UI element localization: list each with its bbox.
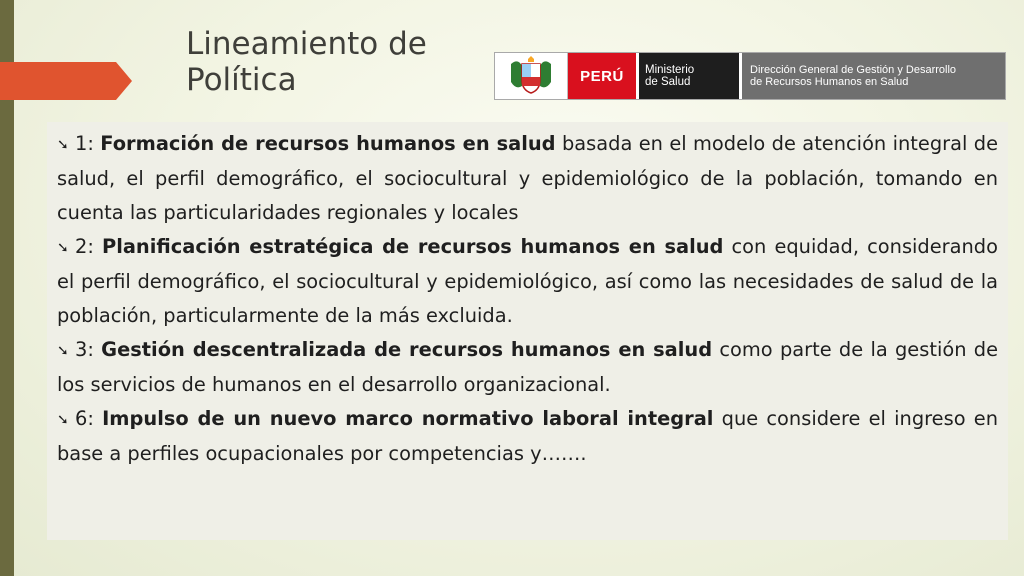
policy-item-3 <box>57 333 998 402</box>
policy-item-text: como parte de la gestión de los servicios de humanos en el desarrollo organizacional. <box>57 338 999 396</box>
policy-item-heading: Planificación estratégica de recursos humanos en salud <box>101 235 724 258</box>
slide-title-line1: Lineamiento de <box>186 26 427 62</box>
policy-item-2 <box>57 230 998 333</box>
policy-item-number: 6: <box>75 407 94 430</box>
policy-item-1 <box>57 127 998 230</box>
policy-content-box <box>47 122 1008 540</box>
institution-logo-banner <box>494 52 1006 100</box>
arrow-down-right-icon: ➘ <box>57 343 69 359</box>
arrow-down-right-icon: ➘ <box>57 412 69 428</box>
arrow-down-right-icon: ➘ <box>57 137 69 153</box>
policy-item-4 <box>57 402 998 471</box>
policy-item-number: 3: <box>75 338 94 361</box>
title-accent-arrow <box>0 62 132 100</box>
policy-item-text: que considere el ingreso en base a perfiles ocupacionales por competencias y……. <box>57 407 999 465</box>
policy-item-heading: Formación de recursos humanos en salud <box>100 132 556 155</box>
policy-item-number: 2: <box>75 235 94 258</box>
policy-item-number: 1: <box>75 132 94 155</box>
logo-country-label: PERÚ <box>568 53 639 99</box>
slide-title-line2: Política <box>186 62 297 98</box>
slide-title <box>186 26 427 98</box>
policy-item-text: con equidad, considerando el perfil demográfico, el sociocultural y epidemiológico, así como las necesidades de salud de la población, particularmente de la más excluida. <box>57 235 998 327</box>
logo-ministry-label: Ministerio de Salud <box>639 53 742 99</box>
policy-item-heading: Gestión descentralizada de recursos humanos en salud <box>101 338 713 361</box>
peru-coat-of-arms-icon <box>495 53 568 99</box>
logo-direction-label: Dirección General de Gestión y Desarrollo de Recursos Humanos en Salud <box>742 53 1005 99</box>
policy-item-text: basada en el modelo de atención integral de salud, el perfil demográfico, el sociocultural y epidemiológico de la población, tomando en cuenta las particularidades regionales y locales <box>57 132 998 224</box>
policy-item-heading: Impulso de un nuevo marco normativo laboral integral <box>102 407 714 430</box>
arrow-down-right-icon: ➘ <box>57 240 69 256</box>
